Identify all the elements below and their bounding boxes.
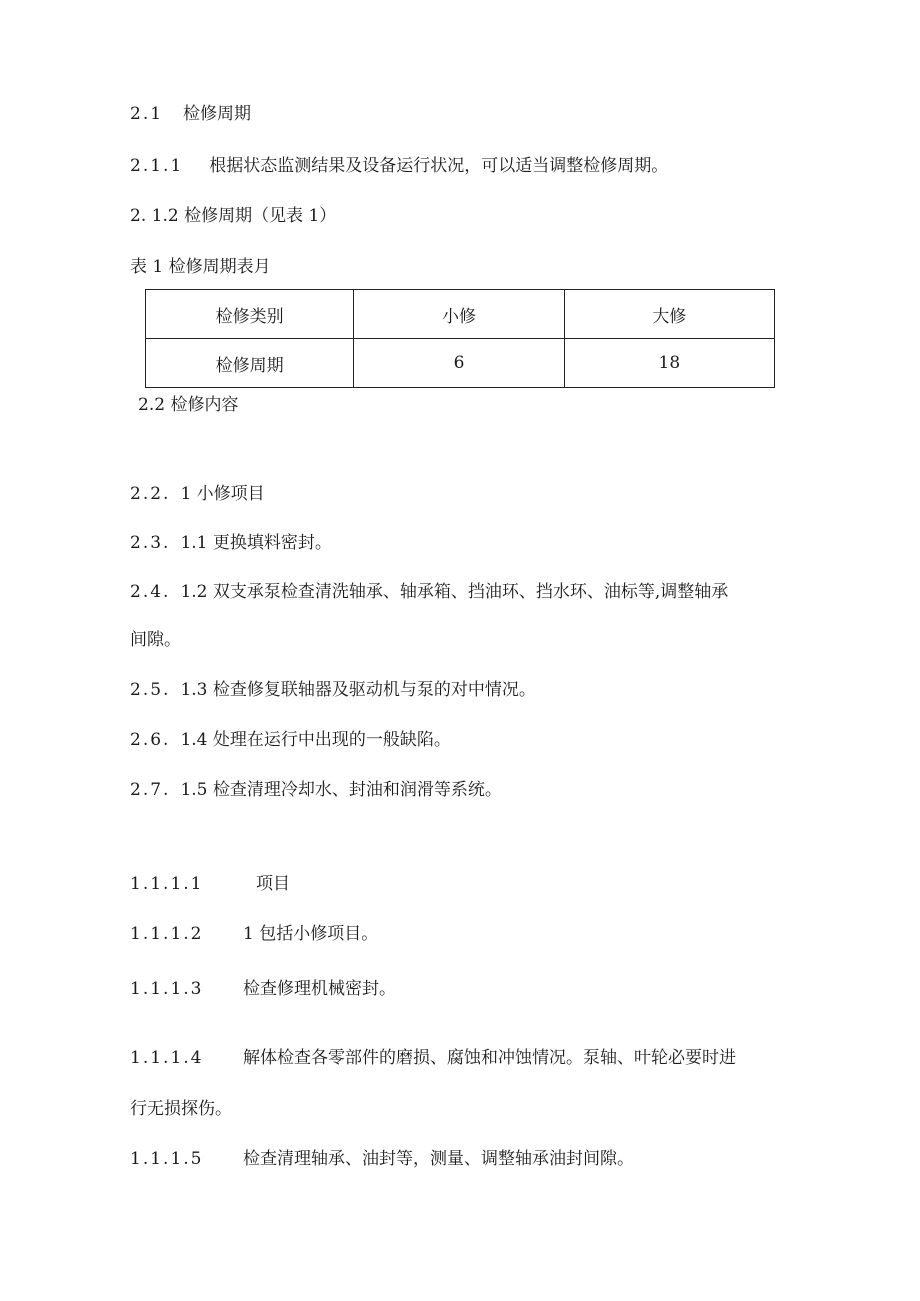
- paragraph-2-1-2: [130, 204, 336, 228]
- item-number: 2.7.: [130, 780, 171, 800]
- item-text: 1.2 双支承泵检查清洗轴承、轴承箱、挡油环、挡水环、油标等,调整轴承: [180, 582, 729, 602]
- sub-item: [130, 922, 378, 946]
- table-caption: 表 1 检修周期表月: [130, 257, 271, 277]
- table-row: [146, 339, 775, 388]
- list-item: [130, 482, 265, 506]
- heading-2-2: 2.2 检修内容: [138, 395, 239, 415]
- item-text: 1.4 处理在运行中出现的一般缺陷。: [180, 730, 451, 750]
- sub-item-continuation: [130, 1097, 232, 1121]
- sub-item: [130, 1046, 736, 1070]
- item-text: 项目: [256, 874, 290, 894]
- item-number: 1.1.1.1: [130, 874, 204, 894]
- item-text: 1.1 更换填料密封。: [180, 533, 332, 553]
- table-cell: 6: [354, 339, 564, 388]
- paragraph-text: 2. 1.2 检修周期（见表 1）: [130, 206, 337, 226]
- item-number: 2.4.: [130, 582, 171, 602]
- item-number: 2.3.: [130, 533, 171, 553]
- item-number: 2.5.: [130, 680, 171, 700]
- paragraph-text: 根据状态监测结果及设备运行状况，可以适当调整检修周期。: [209, 156, 669, 176]
- item-text: 行无损探伤。: [130, 1099, 232, 1119]
- item-text: 检查修理机械密封。: [243, 979, 396, 999]
- item-text: 检查清理轴承、油封等，测量、调整轴承油封间隙。: [243, 1149, 634, 1169]
- section-title: 检修周期: [183, 104, 252, 124]
- sub-item: [130, 1147, 634, 1171]
- item-number: 2.2.: [130, 484, 171, 504]
- sub-item: [130, 872, 290, 896]
- item-number: 1.1.1.4: [130, 1048, 204, 1068]
- table-header-row: [146, 290, 775, 339]
- item-text: 间隙。: [130, 630, 181, 650]
- list-item: [130, 728, 451, 752]
- maintenance-cycle-table: [145, 289, 775, 388]
- item-number: 1.1.1.5: [130, 1149, 204, 1169]
- item-text: 解体检查各零部件的磨损、腐蚀和冲蚀情况。泵轴、叶轮必要时进: [243, 1048, 736, 1068]
- list-item: [130, 531, 332, 555]
- list-item: [130, 580, 728, 604]
- item-number: 2.6.: [130, 730, 171, 750]
- table-cell: 检修类别: [146, 290, 354, 339]
- section-number: 2.1: [130, 104, 164, 124]
- list-item: [130, 778, 502, 802]
- table-cell: 18: [564, 339, 774, 388]
- table-cell: 小修: [354, 290, 564, 339]
- list-item-continuation: [130, 628, 181, 652]
- sub-item: [130, 977, 396, 1001]
- table-cell: 大修: [564, 290, 774, 339]
- item-number: 1.1.1.2: [130, 924, 204, 944]
- section-number: 2.1.1: [130, 156, 184, 176]
- item-text: 1 包括小修项目。: [243, 924, 379, 944]
- item-text: 1.5 检查清理冷却水、封油和润滑等系统。: [180, 780, 502, 800]
- list-item: [130, 678, 536, 702]
- paragraph-2-1-1: [130, 154, 668, 178]
- item-text: 1.3 检查修复联轴器及驱动机与泵的对中情况。: [180, 680, 536, 700]
- table-cell: 检修周期: [146, 339, 354, 388]
- heading-2-1: [130, 102, 251, 126]
- item-text: 1 小修项目: [180, 484, 265, 504]
- item-number: 1.1.1.3: [130, 979, 204, 999]
